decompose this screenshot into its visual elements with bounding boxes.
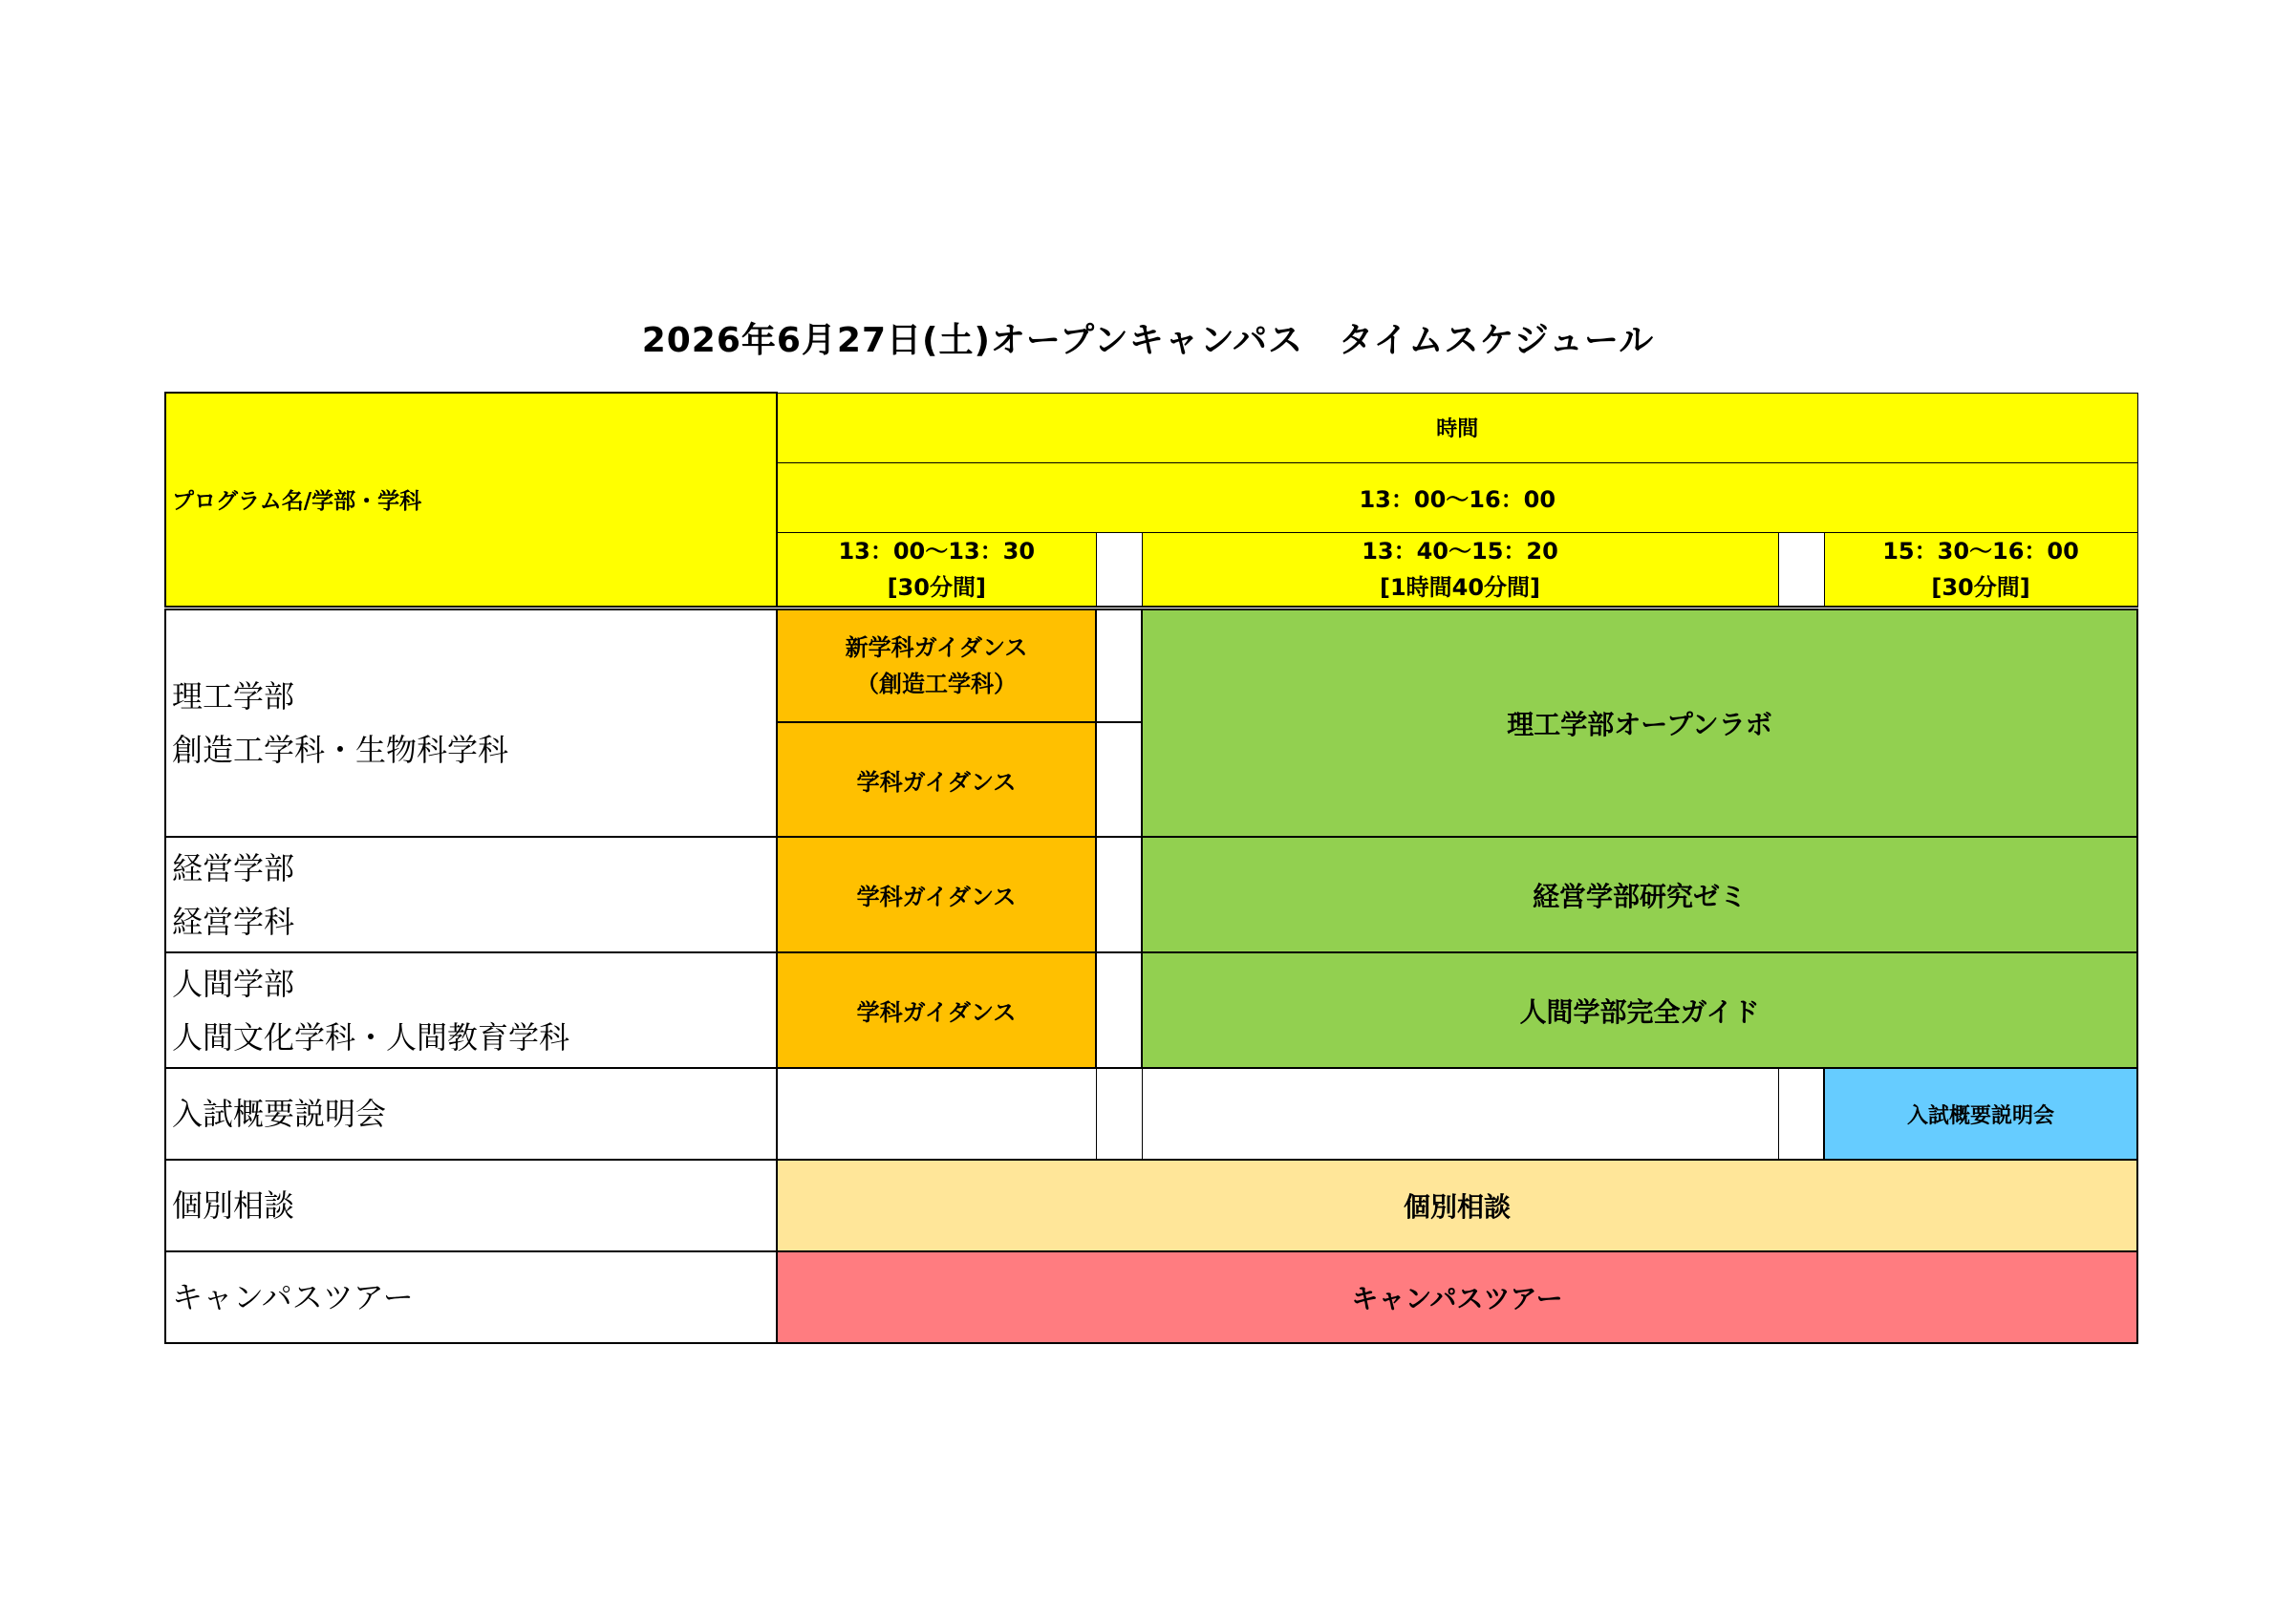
program-line1: 理工学部: [172, 677, 295, 715]
program-header: プログラム名/学部・学科: [165, 393, 777, 608]
program-line2: 創造工学科・生物科学科: [172, 731, 509, 768]
gap-cell: [1778, 1068, 1824, 1160]
slot3-header: [1824, 532, 2137, 608]
slot1-header: [777, 532, 1096, 608]
dept-guidance: 学科ガイダンス: [777, 722, 1096, 837]
program-line1: 経営学部: [172, 849, 295, 886]
dept-guidance: 学科ガイダンス: [777, 952, 1096, 1068]
program-line2: 経営学科: [172, 903, 295, 940]
program-admission: 入試概要説明会: [165, 1068, 777, 1160]
gap-cell: [1096, 532, 1142, 608]
dept-guidance: 学科ガイダンス: [777, 837, 1096, 952]
human-complete-guide: 人間学部完全ガイド: [1142, 952, 2137, 1068]
management-seminar: 経営学部研究ゼミ: [1142, 837, 2137, 952]
gap-cell: [1778, 532, 1824, 608]
program-line1: 人間学部: [172, 965, 295, 1002]
gap-cell: [1096, 837, 1142, 952]
gap-cell: [1096, 608, 1142, 722]
slot3-duration: [30分間]: [1931, 573, 2030, 601]
slot1-time: 13：00〜13：30: [838, 537, 1036, 565]
slot1-duration: [30分間]: [887, 573, 986, 601]
program-management: [165, 837, 777, 952]
program-human: [165, 952, 777, 1068]
page-title: 2026年6月27日(土)オープンキャンパス タイムスケジュール: [641, 321, 1655, 360]
new-dept-guidance-sub: （創造工学科）: [856, 670, 1017, 697]
schedule-table: [164, 392, 2138, 1344]
slot3-time: 15：30〜16：00: [1882, 537, 2079, 565]
empty-cell: [1142, 1068, 1778, 1160]
empty-cell: [777, 1068, 1096, 1160]
gap-cell: [1096, 1068, 1142, 1160]
individual-consultation: 個別相談: [777, 1160, 2137, 1251]
new-dept-guidance: [777, 608, 1096, 722]
program-tour: キャンパスツアー: [165, 1251, 777, 1343]
time-header: 時間: [777, 393, 2137, 462]
program-science: [165, 608, 777, 837]
gap-cell: [1096, 952, 1142, 1068]
program-consultation: 個別相談: [165, 1160, 777, 1251]
campus-tour: キャンパスツアー: [777, 1251, 2137, 1343]
slot2-duration: [1時間40分間]: [1379, 573, 1541, 601]
new-dept-guidance-title: 新学科ガイダンス: [845, 633, 1028, 661]
slot2-time: 13：40〜15：20: [1362, 537, 1558, 565]
time-range: 13：00〜16：00: [777, 462, 2137, 532]
admission-session: 入試概要説明会: [1824, 1068, 2137, 1160]
slot2-header: [1142, 532, 1778, 608]
program-line2: 人間文化学科・人間教育学科: [172, 1018, 570, 1056]
science-open-lab: 理工学部オープンラボ: [1142, 608, 2137, 837]
gap-cell: [1096, 722, 1142, 837]
